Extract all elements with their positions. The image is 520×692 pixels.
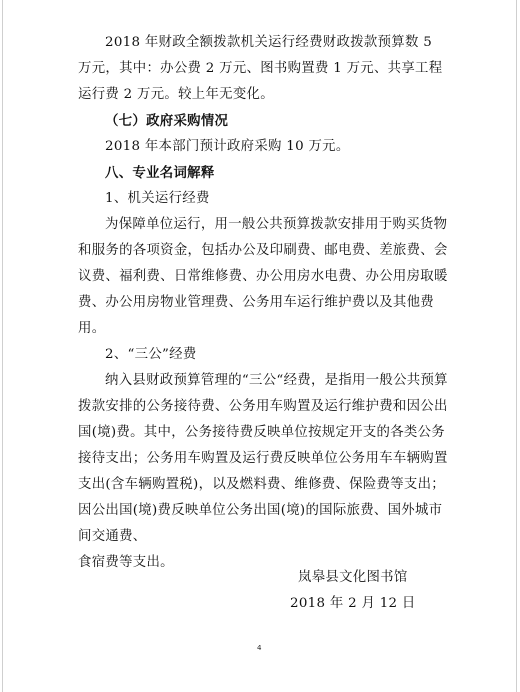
page-number: 4 <box>257 644 262 652</box>
term-heading-three-public: 2、“三公”经费 <box>105 347 197 362</box>
page-border-left <box>2 0 3 692</box>
term-definition-three-public-end: 食宿费等支出。 <box>78 555 174 570</box>
document-body <box>78 30 448 576</box>
paragraph-operating-budget: 2018 年财政全额拨款机关运行经费财政拨款预算数 5 万元，其中：办公费 2 万元、图书购置费 1 万元、共享工程运行费 2 万元。较上年无变化。 <box>78 35 443 102</box>
paragraph-procurement: 2018 年本部门预计政府采购 10 万元。 <box>105 139 350 154</box>
page-border-right <box>516 0 517 692</box>
signature-organization: 岚皋县文化图书馆 <box>298 570 408 585</box>
heading-government-procurement: （七）政府采购情况 <box>105 113 229 129</box>
term-definition-three-public: 纳入县财政预算管理的“三公“经费，是指用一般公共预算拨款安排的公务接待费、公务用车购置及运行维护费和因公出国(境)费。其中，公务接待费反映单位按规定开支的各类公务接待支出；公务用车购置及运行费反映单位公务用车车辆购置支出(含车辆购置税)，以及燃料费、维修费、保险费等支出；因公出国(境)费反映单位公务出国(境)的国际旅费、国外城市间交通费、 <box>78 373 448 544</box>
heading-terminology: 八、专业名词解释 <box>105 165 215 181</box>
signature-date: 2018 年 2 月 12 日 <box>290 596 416 611</box>
term-heading-operating-funds: 1、机关运行经费 <box>105 191 210 206</box>
signature-block <box>290 565 498 617</box>
term-definition-operating-funds: 为保障单位运行，用一般公共预算拨款安排用于购买货物和服务的各项资金，包括办公及印刷费、邮电费、差旅费、会议费、福利费、日常维修费、办公用房水电费、办公用房取暖费、办公用房物业管理费、公务用车运行维护费以及其他费用。 <box>78 217 448 336</box>
